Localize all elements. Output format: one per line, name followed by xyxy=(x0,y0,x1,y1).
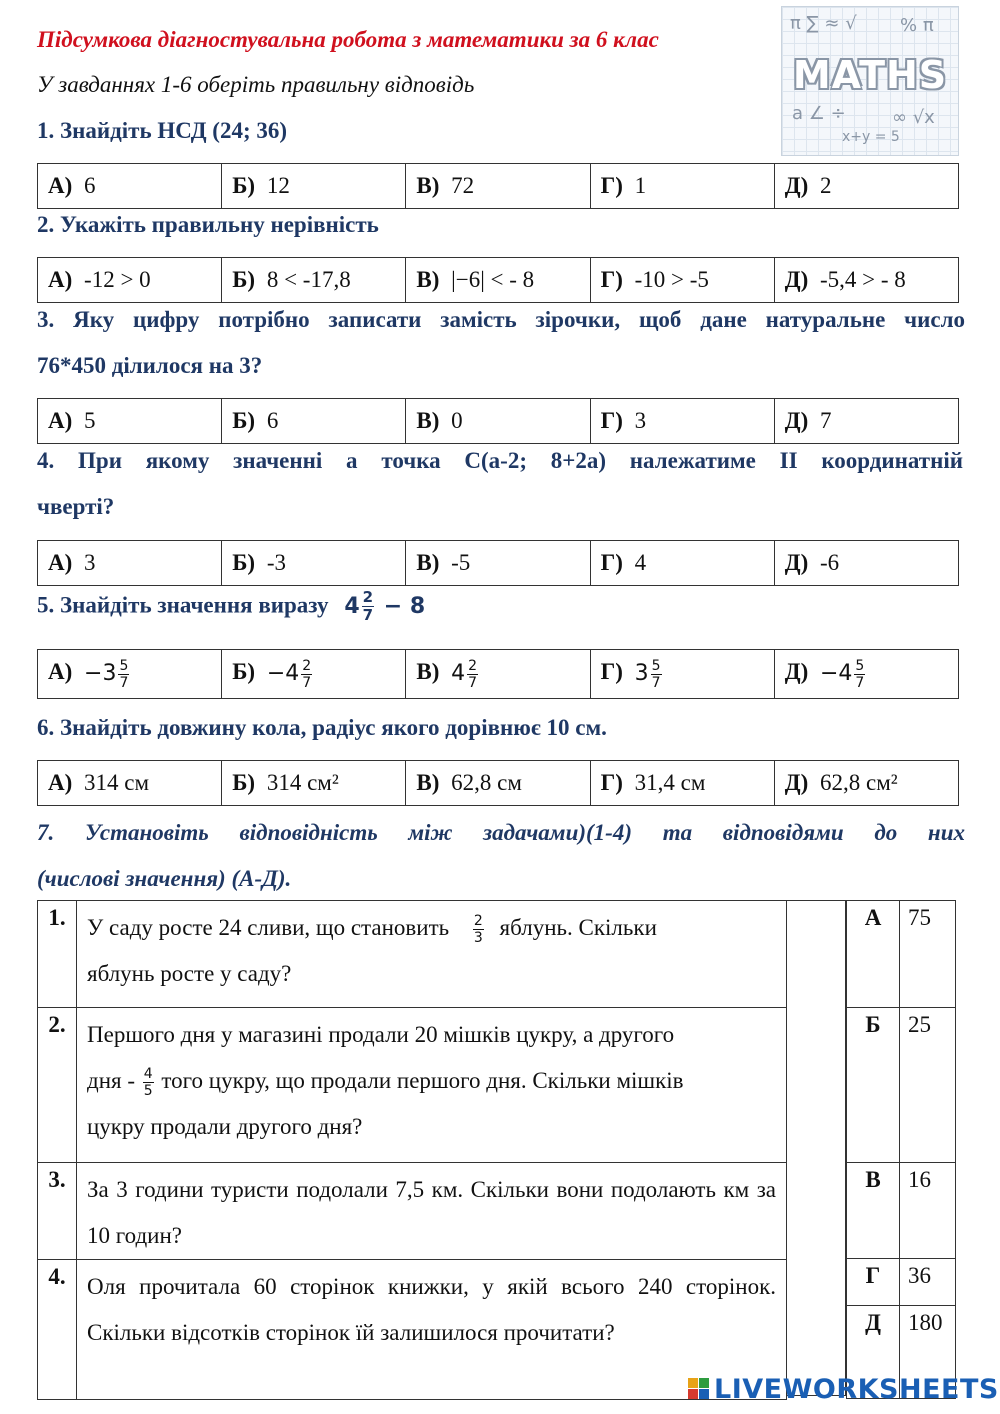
option-b[interactable] xyxy=(222,164,406,209)
option-label: Б) xyxy=(232,173,256,198)
option-label: В) xyxy=(416,173,440,198)
option-v[interactable] xyxy=(406,164,590,209)
question-1-options xyxy=(37,163,959,209)
option-d[interactable] xyxy=(774,399,958,444)
option-label: Г) xyxy=(600,173,623,198)
task-number: 2. xyxy=(38,1008,77,1163)
option-value: -10 > -5 xyxy=(634,267,709,292)
maths-logo: π ∑ ≈ √ % π a ∠ ÷ ∞ √x x+y = 5 MATHS xyxy=(781,6,959,156)
option-label: Г) xyxy=(600,659,623,685)
task-number: 3. xyxy=(38,1163,77,1260)
option-label: Г) xyxy=(600,550,623,575)
option-d[interactable] xyxy=(774,164,958,209)
option-value: 3 xyxy=(84,550,96,575)
question-3-text-cont: 76*450 ділилося на 3? xyxy=(37,353,263,378)
option-b[interactable] xyxy=(222,399,406,444)
question-2-text: 2. Укажіть правильну нерівність xyxy=(37,212,379,237)
option-value: 12 xyxy=(266,173,290,198)
question-6-options xyxy=(37,760,959,806)
task-number: 1. xyxy=(38,901,77,1008)
task-text: За 3 години туристи подолали 7,5 км. Скільки вони подолають км за 10 годин? xyxy=(77,1163,787,1260)
option-value: -6 xyxy=(819,550,840,575)
task-row xyxy=(38,901,787,1008)
option-value: 2 xyxy=(819,173,832,198)
option-label: Б) xyxy=(232,770,256,795)
answer-value: 180 xyxy=(900,1306,956,1399)
option-g[interactable] xyxy=(590,399,774,444)
expr-rest: − 8 xyxy=(383,593,426,619)
task-number: 4. xyxy=(38,1260,77,1400)
answer-row xyxy=(847,901,956,1008)
matching-tasks xyxy=(37,900,787,1400)
question-4-text: 4. При якому значенні а точка С(а-2; 8+2а) належатиме ІІ координатній xyxy=(37,448,963,473)
question-4-options xyxy=(37,540,959,586)
question-3-options xyxy=(37,398,959,444)
option-value: 0 xyxy=(451,408,463,433)
option-b[interactable] xyxy=(222,650,406,699)
option-label: Д) xyxy=(784,267,809,292)
option-value: 8 < -17,8 xyxy=(266,267,351,292)
maths-logo-text: MATHS xyxy=(792,53,948,97)
option-label: В) xyxy=(416,770,440,795)
option-g[interactable] xyxy=(590,650,774,699)
option-sign: −4 xyxy=(819,660,853,686)
option-a[interactable] xyxy=(38,761,222,806)
option-value: 6 xyxy=(266,408,279,433)
option-value: 5 xyxy=(84,408,96,433)
answer-value: 25 xyxy=(900,1008,956,1163)
option-label: Б) xyxy=(232,659,256,685)
option-label: В) xyxy=(416,550,440,575)
option-value: 62,8 см² xyxy=(819,770,898,795)
option-fraction: $\frac{5}{7}$ xyxy=(119,657,129,691)
option-v[interactable] xyxy=(406,761,590,806)
instructions: У завданнях 1-6 оберіть правильну відповідь xyxy=(37,72,475,97)
option-value: 72 xyxy=(451,173,475,198)
option-label: В) xyxy=(416,267,440,292)
option-label: Д) xyxy=(784,770,809,795)
option-d[interactable] xyxy=(774,541,958,586)
option-sign: −4 xyxy=(266,660,300,686)
task-fraction: $\frac{4}{5}$ xyxy=(143,1066,153,1100)
option-sign: 3 xyxy=(634,660,649,686)
expr-whole: 4 xyxy=(344,593,360,619)
question-5-label: 5. Знайдіть значення виразу xyxy=(37,592,329,618)
answer-label: А xyxy=(847,901,900,1008)
task-text: Першого дня у магазині продали 20 мішків цукру, а другого дня - $\frac{4}{5}$ того цукру, що продали першого дня. Скільки мішків цукру продали другого дня? xyxy=(77,1008,787,1163)
option-value: -3 xyxy=(266,550,286,575)
option-label: Д) xyxy=(784,659,809,685)
option-value: -5,4 > - 8 xyxy=(819,267,906,292)
question-2-options xyxy=(37,257,959,303)
option-v[interactable] xyxy=(406,258,590,303)
option-label: А) xyxy=(48,408,73,433)
answer-label: Д xyxy=(847,1306,900,1399)
option-value: 62,8 см xyxy=(451,770,522,795)
option-g[interactable] xyxy=(590,164,774,209)
option-label: А) xyxy=(48,173,73,198)
question-7-line-2: (числові значення) (А-Д). xyxy=(37,866,292,891)
option-b[interactable] xyxy=(222,761,406,806)
answer-row xyxy=(847,1008,956,1163)
option-g[interactable] xyxy=(590,258,774,303)
option-label: Б) xyxy=(232,408,256,433)
question-5-text xyxy=(37,590,425,623)
question-6-text: 6. Знайдіть довжину кола, радіус якого дорівнює 10 см. xyxy=(37,715,607,740)
option-d[interactable] xyxy=(774,258,958,303)
liveworksheets-icon xyxy=(688,1378,710,1400)
option-fraction: $\frac{2}{7}$ xyxy=(468,657,478,691)
answer-value: 36 xyxy=(900,1259,956,1306)
option-g[interactable] xyxy=(590,761,774,806)
option-fraction: $\frac{5}{7}$ xyxy=(855,657,865,691)
answer-value: 16 xyxy=(900,1163,956,1259)
question-3-text: 3. Яку цифру потрібно записати замість зірочки, щоб дане натуральне число xyxy=(37,307,965,332)
question-4-text-cont: чверті? xyxy=(37,494,115,519)
option-value: 1 xyxy=(634,173,647,198)
task-text: Оля прочитала 60 сторінок книжки, у якій всього 240 сторінок. Скільки відсотків сторінок їй залишилося прочитати? xyxy=(77,1260,787,1400)
expression xyxy=(344,588,426,624)
option-label: В) xyxy=(416,659,440,685)
expr-fraction: $\frac{2}{7}$ xyxy=(362,588,374,624)
option-sign: −3 xyxy=(84,660,117,686)
answer-row xyxy=(847,1259,956,1306)
option-label: А) xyxy=(48,550,73,575)
option-sign: 4 xyxy=(451,660,466,686)
answer-label: В xyxy=(847,1163,900,1259)
question-5-options xyxy=(37,649,959,699)
task-row xyxy=(38,1260,787,1400)
option-v[interactable] xyxy=(406,650,590,699)
task-fraction: $\frac{2}{3}$ xyxy=(473,913,483,947)
option-value: 31,4 см xyxy=(634,770,706,795)
option-value: 4 xyxy=(634,550,647,575)
option-b[interactable] xyxy=(222,541,406,586)
option-label: Г) xyxy=(600,267,623,292)
liveworksheets-text: LIVEWORKSHEETS xyxy=(714,1374,999,1405)
option-label: В) xyxy=(416,408,440,433)
matching-answers xyxy=(846,900,956,1399)
task-text: У саду росте 24 сливи, що становить $\frac{2}{3}$ яблунь. Скільки яблунь росте у саду? xyxy=(77,901,787,1008)
option-v[interactable] xyxy=(406,541,590,586)
task-row xyxy=(38,1163,787,1260)
option-label: Д) xyxy=(784,550,809,575)
option-label: Г) xyxy=(600,408,623,433)
option-label: Б) xyxy=(232,267,256,292)
option-value: -12 > 0 xyxy=(84,267,151,292)
option-value: 314 см² xyxy=(266,770,339,795)
option-label: Д) xyxy=(784,408,809,433)
option-a[interactable] xyxy=(38,164,222,209)
option-fraction: $\frac{2}{7}$ xyxy=(302,657,312,691)
option-label: А) xyxy=(48,267,73,292)
option-label: Г) xyxy=(600,770,623,795)
liveworksheets-logo xyxy=(688,1374,999,1405)
option-v[interactable] xyxy=(406,399,590,444)
option-label: А) xyxy=(48,770,73,795)
option-d[interactable] xyxy=(774,761,958,806)
option-value: 314 см xyxy=(84,770,150,795)
option-b[interactable] xyxy=(222,258,406,303)
option-label: Б) xyxy=(232,550,256,575)
option-label: А) xyxy=(48,659,73,685)
option-a[interactable] xyxy=(38,541,222,586)
option-a[interactable] xyxy=(38,399,222,444)
answer-label: Б xyxy=(847,1008,900,1163)
option-label: Д) xyxy=(784,173,809,198)
answer-label: Г xyxy=(847,1259,900,1306)
question-1-text: 1. Знайдіть НСД (24; 36) xyxy=(37,118,288,143)
option-value: 3 xyxy=(634,408,647,433)
question-7-text xyxy=(37,810,965,902)
page-title: Підсумкова діагностувальна робота з математики за 6 клас xyxy=(37,27,659,52)
option-value: 6 xyxy=(84,173,96,198)
question-7-line-1: 7. Установіть відповідність між задачами)(1-4) та відповідями до них xyxy=(37,820,965,845)
answer-value: 75 xyxy=(900,901,956,1008)
option-a[interactable] xyxy=(38,650,222,699)
answer-blank-column[interactable] xyxy=(786,900,846,1396)
option-value: -5 xyxy=(451,550,471,575)
option-fraction: $\frac{5}{7}$ xyxy=(651,657,661,691)
option-d[interactable] xyxy=(774,650,958,699)
task-row xyxy=(38,1008,787,1163)
option-value: |−6| < - 8 xyxy=(451,267,535,292)
option-g[interactable] xyxy=(590,541,774,586)
option-value: 7 xyxy=(819,408,832,433)
option-a[interactable] xyxy=(38,258,222,303)
answer-row xyxy=(847,1163,956,1259)
